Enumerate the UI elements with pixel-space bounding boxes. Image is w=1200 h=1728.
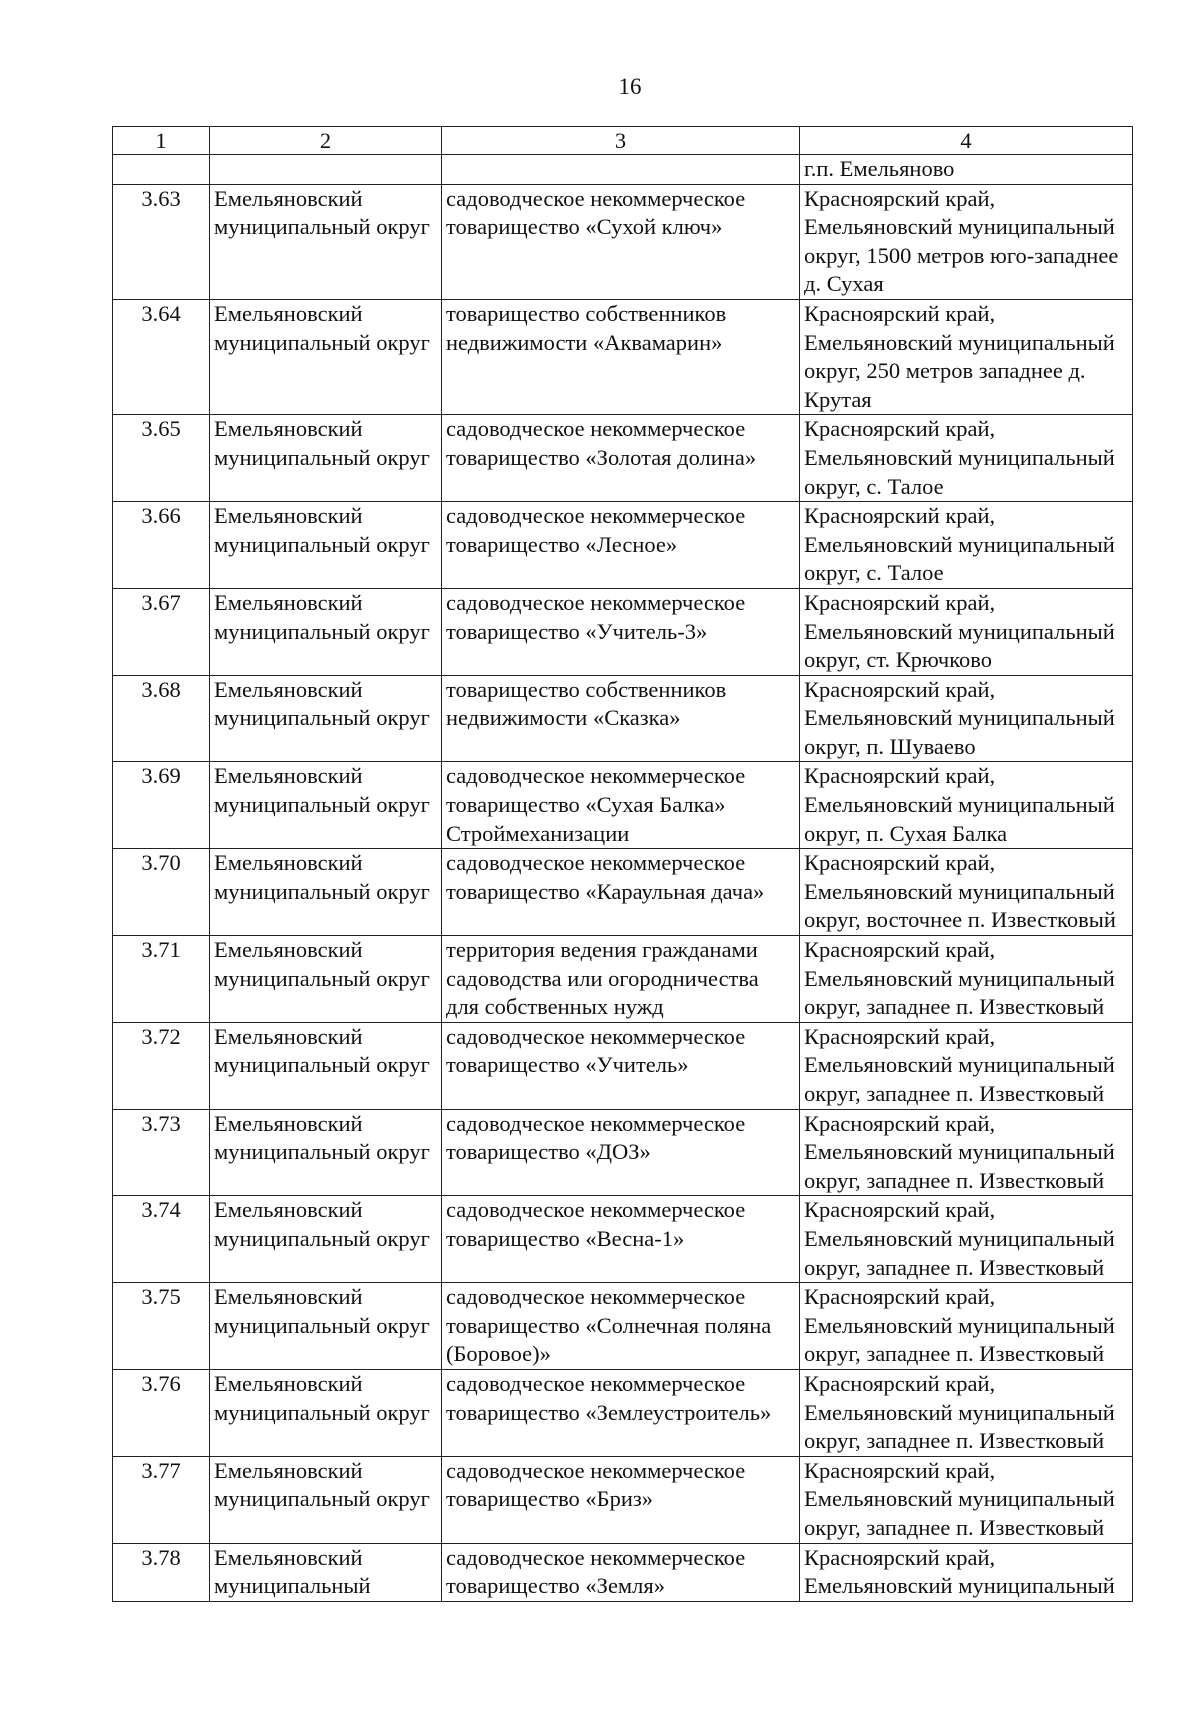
location-cell: Красноярский край, Емельяновский муниципальный округ, западнее п. Известковый	[800, 1022, 1133, 1109]
table-row	[113, 936, 1133, 1023]
table-cell	[113, 155, 210, 185]
district-cell: Емельяновский муниципальный округ	[210, 1109, 442, 1196]
district-cell: Емельяновский муниципальный округ	[210, 1369, 442, 1456]
table-row	[113, 762, 1133, 849]
district-cell: Емельяновский муниципальный	[210, 1543, 442, 1601]
location-cell: Красноярский край, Емельяновский муниципальный	[800, 1543, 1133, 1601]
table-row	[113, 1456, 1133, 1543]
organization-cell: садоводческое некоммерческое товарищество «Землеустроитель»	[442, 1369, 800, 1456]
location-cell: г.п. Емельяново	[800, 155, 1133, 185]
number-cell: 3.64	[113, 299, 210, 414]
table-row	[113, 1283, 1133, 1370]
district-cell: Емельяновский муниципальный округ	[210, 1022, 442, 1109]
column-header: 2	[210, 127, 442, 155]
organization-cell: садоводческое некоммерческое товарищество «Лесное»	[442, 502, 800, 589]
district-cell: Емельяновский муниципальный округ	[210, 184, 442, 299]
table-cell	[210, 155, 442, 185]
district-cell: Емельяновский муниципальный округ	[210, 1456, 442, 1543]
organization-cell: садоводческое некоммерческое товарищество «Солнечная поляна (Боровое)»	[442, 1283, 800, 1370]
number-cell: 3.75	[113, 1283, 210, 1370]
number-cell: 3.69	[113, 762, 210, 849]
location-cell: Красноярский край, Емельяновский муниципальный округ, западнее п. Известковый	[800, 936, 1133, 1023]
number-cell: 3.76	[113, 1369, 210, 1456]
location-cell: Красноярский край, Емельяновский муниципальный округ, западнее п. Известковый	[800, 1456, 1133, 1543]
location-cell: Красноярский край, Емельяновский муниципальный округ, с. Талое	[800, 415, 1133, 502]
location-cell: Красноярский край, Емельяновский муниципальный округ, 1500 метров юго-западнее д. Сухая	[800, 184, 1133, 299]
table-row	[113, 1543, 1133, 1601]
district-cell: Емельяновский муниципальный округ	[210, 936, 442, 1023]
table-row	[113, 675, 1133, 762]
number-cell: 3.72	[113, 1022, 210, 1109]
table-row	[113, 299, 1133, 414]
organization-cell: садоводческое некоммерческое товарищество «Весна-1»	[442, 1196, 800, 1283]
table-row	[113, 849, 1133, 936]
number-cell: 3.67	[113, 588, 210, 675]
organization-cell: садоводческое некоммерческое товарищество «Бриз»	[442, 1456, 800, 1543]
location-cell: Красноярский край, Емельяновский муниципальный округ, восточнее п. Известковый	[800, 849, 1133, 936]
number-cell: 3.65	[113, 415, 210, 502]
district-cell: Емельяновский муниципальный округ	[210, 849, 442, 936]
table-row	[113, 588, 1133, 675]
organization-cell: садоводческое некоммерческое товарищество «Учитель-3»	[442, 588, 800, 675]
column-header-row	[113, 127, 1133, 155]
table-row	[113, 1369, 1133, 1456]
number-cell: 3.78	[113, 1543, 210, 1601]
number-cell: 3.73	[113, 1109, 210, 1196]
district-cell: Емельяновский муниципальный округ	[210, 299, 442, 414]
number-cell: 3.71	[113, 936, 210, 1023]
registry-table	[112, 126, 1133, 1602]
organization-cell: садоводческое некоммерческое товарищество «Учитель»	[442, 1022, 800, 1109]
table-cell	[442, 155, 800, 185]
organization-cell: территория ведения гражданами садоводства или огородничества для собственных нужд	[442, 936, 800, 1023]
organization-cell: садоводческое некоммерческое товарищество «Золотая долина»	[442, 415, 800, 502]
organization-cell: садоводческое некоммерческое товарищество «Сухая Балка» Строймеханизации	[442, 762, 800, 849]
table-row	[113, 184, 1133, 299]
district-cell: Емельяновский муниципальный округ	[210, 1196, 442, 1283]
organization-cell: товарищество собственников недвижимости «Сказка»	[442, 675, 800, 762]
number-cell: 3.63	[113, 184, 210, 299]
location-cell: Красноярский край, Емельяновский муниципальный округ, западнее п. Известковый	[800, 1109, 1133, 1196]
organization-cell: товарищество собственников недвижимости «Аквамарин»	[442, 299, 800, 414]
location-cell: Красноярский край, Емельяновский муниципальный округ, ст. Крючково	[800, 588, 1133, 675]
page-number: 16	[618, 74, 642, 99]
location-cell: Красноярский край, Емельяновский муниципальный округ, западнее п. Известковый	[800, 1283, 1133, 1370]
district-cell: Емельяновский муниципальный округ	[210, 675, 442, 762]
number-cell: 3.70	[113, 849, 210, 936]
location-cell: Красноярский край, Емельяновский муниципальный округ, п. Сухая Балка	[800, 762, 1133, 849]
continuation-row	[113, 155, 1133, 185]
column-header: 4	[800, 127, 1133, 155]
location-cell: Красноярский край, Емельяновский муниципальный округ, западнее п. Известковый	[800, 1196, 1133, 1283]
table-row	[113, 1196, 1133, 1283]
organization-cell: садоводческое некоммерческое товарищество «Сухой ключ»	[442, 184, 800, 299]
column-header: 3	[442, 127, 800, 155]
district-cell: Емельяновский муниципальный округ	[210, 502, 442, 589]
number-cell: 3.77	[113, 1456, 210, 1543]
organization-cell: садоводческое некоммерческое товарищество «ДОЗ»	[442, 1109, 800, 1196]
table-row	[113, 502, 1133, 589]
number-cell: 3.66	[113, 502, 210, 589]
location-cell: Красноярский край, Емельяновский муниципальный округ, п. Шуваево	[800, 675, 1133, 762]
district-cell: Емельяновский муниципальный округ	[210, 588, 442, 675]
table-row	[113, 1022, 1133, 1109]
table-row	[113, 415, 1133, 502]
number-cell: 3.68	[113, 675, 210, 762]
district-cell: Емельяновский муниципальный округ	[210, 1283, 442, 1370]
district-cell: Емельяновский муниципальный округ	[210, 762, 442, 849]
number-cell: 3.74	[113, 1196, 210, 1283]
column-header: 1	[113, 127, 210, 155]
district-cell: Емельяновский муниципальный округ	[210, 415, 442, 502]
organization-cell: садоводческое некоммерческое товарищество «Караульная дача»	[442, 849, 800, 936]
location-cell: Красноярский край, Емельяновский муниципальный округ, 250 метров западнее д. Крутая	[800, 299, 1133, 414]
location-cell: Красноярский край, Емельяновский муниципальный округ, западнее п. Известковый	[800, 1369, 1133, 1456]
location-cell: Красноярский край, Емельяновский муниципальный округ, с. Талое	[800, 502, 1133, 589]
organization-cell: садоводческое некоммерческое товарищество «Земля»	[442, 1543, 800, 1601]
table-row	[113, 1109, 1133, 1196]
